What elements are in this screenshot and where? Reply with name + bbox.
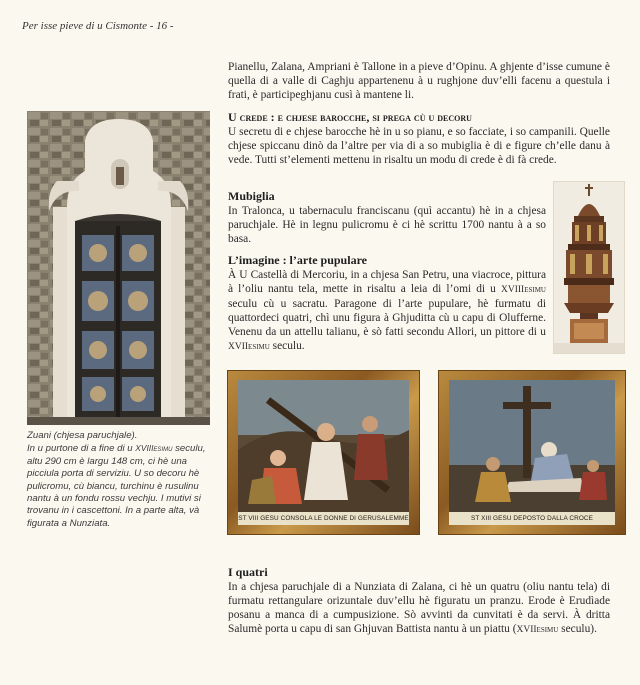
paragraph-imagine: À U Castellà di Mercoriu, in a chjesa San Petru, una viacroce, pittura à l’oliu nantu tela, mette in risaltu a leia di l’omi di u XVIIIesimu seculu cù u sacratu. Paragone di l’arte pupulare, hè furmatu di quattordeci quatri, chì unu figura à Ghjuditta cù u capu di Olufferne. Venenu da un attellu talianu, è sò fatti secondu Allori, un pittore di u XVIIesimu seculu. (228, 269, 546, 353)
heading-imagine: L’imagine : l’arte pupulare (228, 253, 368, 267)
paragraph-quatri: In a chjesa paruchjale di a Nunziata di Zalana, ci hè un quatru (oliu nantu tela) di furmatu rettangulare orizuntale duv’ellu hè figuratu un pranzu. Erode è Erudìade posanu a manca di a cumpusizione. Sò avvinti da cunvitati è da servi. À dritta Salumè porta u capu di san Ghjuvan Battista nantu à un piattu (XVIIesimu seculu). (228, 581, 610, 636)
heading-mubiglia: Mubiglia (228, 189, 275, 203)
painting-station-xiii (439, 371, 625, 534)
painting-inscription: ST VIII GESU CONSOLA LE DONNE DI GERUSALEMME (238, 512, 409, 525)
tabernacle-photo (553, 181, 625, 354)
caption-title: Zuani (chjesa paruchjale). (27, 430, 138, 441)
church-door-photo (27, 111, 210, 425)
paragraph-mubiglia: In Tralonca, u tabernaculu franciscanu (quì accantu) hè in a chjesa paruchjale. Hè in legnu pulicromu è ci hè scrittu 1700 nantu à a so basa. (228, 205, 546, 246)
century-mark: XVIIIesimu (135, 443, 173, 454)
intro-paragraph: Pianellu, Zalana, Ampriani è Tallone in a pieve d’Opinu. A ghjente d’isse cumune è quella di a valle di Caghju appartenenu à u rughjone duv’elli facenu a questula i frati, è participeghjanu cusì à mantene li. (228, 61, 610, 102)
century-mark: XVIIesimu (516, 625, 559, 636)
running-head: Per isse pieve di u Cismonte - 16 - (22, 20, 174, 32)
century-mark: XVIIesimu (228, 342, 270, 353)
painting-inscription: ST XIII GESU DEPOSTO DALLA CROCE (449, 512, 615, 525)
century-mark: XVIIIesimu (501, 285, 546, 296)
photo-caption: Zuani (chjesa paruchjale). In u purtone di a fine di u XVIIIesimu seculu, altu 290 cm è largu 148 cm, ci hè una picciula porta di serviziu. U so decoru hè pulicromu, cù biancu, turchinu è rusulinu nantu à un fondu rossu vechju. I mutivi si trovanu in i cascettoni. In a parte alta, và figurata a Nunziata. (27, 430, 206, 529)
painting-station-viii (228, 371, 419, 534)
heading-credo: U crede : e chjese barocche, si prega cù u decoru (228, 110, 472, 124)
heading-quatri: I quatri (228, 565, 268, 579)
paragraph-credo: U secretu di e chjese barocche hè in u so pianu, e so facciate, i so campanili. Quelle chjese spiccanu dinò da l’altre per via di a so mubiglia è di e figure ch’elle danu à vede. Tutti st’elementi mettenu in risaltu un modu di crede è di fà crede. (228, 126, 610, 167)
